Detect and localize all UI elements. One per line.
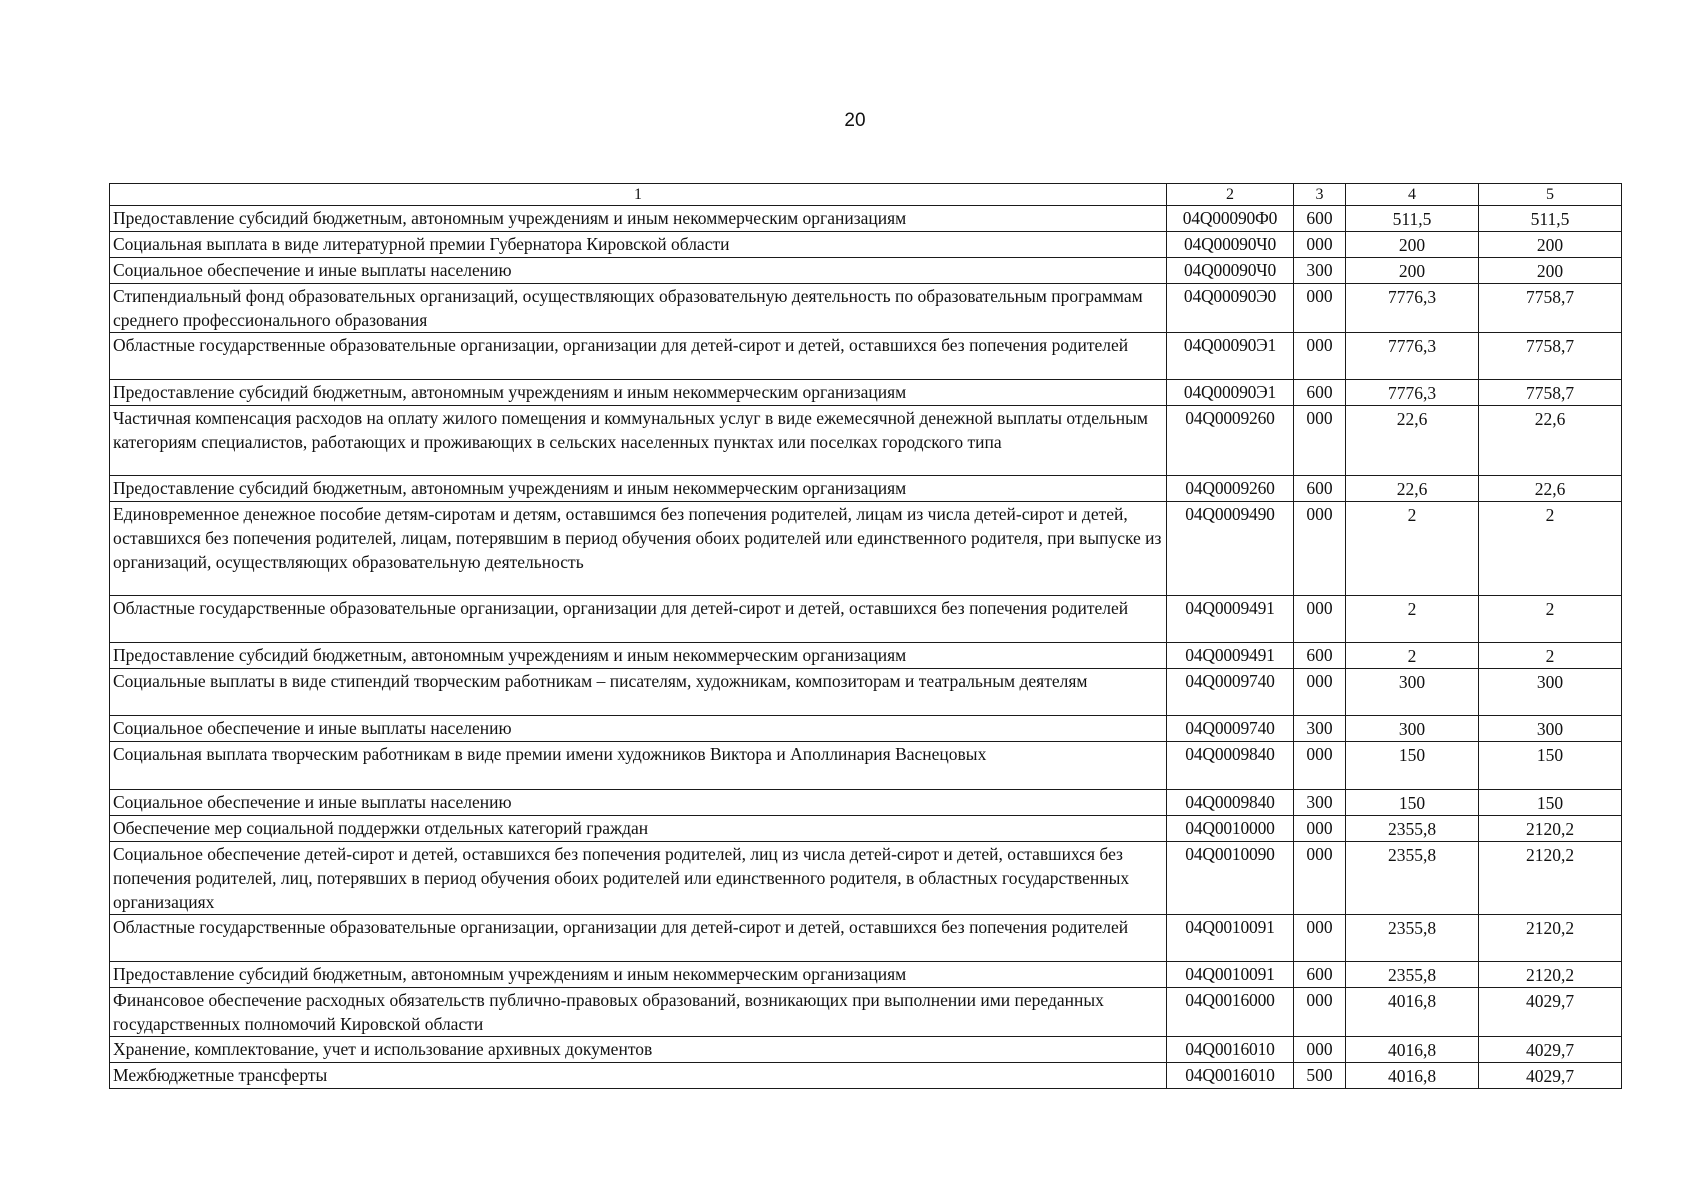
row-value-2-cell-text: 7758,7	[1525, 383, 1575, 403]
row-name-cell-text: Обеспечение мер социальной поддержки отдельных категорий граждан	[113, 818, 649, 838]
row-name-cell-text: Предоставление субсидий бюджетным, автономным учреждениям и иным некоммерческим организациям	[113, 208, 907, 228]
row-value-1-cell	[1346, 643, 1479, 669]
row-value-2-cell-text: 300	[1536, 719, 1564, 739]
row-value-1-cell-text: 4016,8	[1387, 991, 1437, 1011]
row-name-cell-text: Социальные выплаты в виде стипендий творческим работникам – писателям, художникам, композиторам и театральным деятелям	[113, 671, 1088, 691]
row-name-cell-text: Социальное обеспечение детей-сирот и детей, оставшихся без попечения родителей, лиц из числа детей-сирот и детей, оставшихся без попечения родителей, лиц, потерявших в период обучения обоих родителей или единственного родителя, в областных государственных организациях	[113, 844, 1130, 912]
row-code-cell-text: 04Q0016010	[1185, 1039, 1275, 1059]
row-value-2-cell-text: 4029,7	[1525, 991, 1575, 1011]
row-name-cell	[110, 669, 1167, 716]
row-name-cell	[110, 790, 1167, 816]
row-value-2-cell	[1479, 716, 1622, 742]
row-name-cell-text: Областные государственные образовательные организации, организации для детей-сирот и детей, оставшихся без попечения родителей	[113, 917, 1129, 937]
row-value-2-cell-text: 22,6	[1534, 409, 1566, 429]
row-value-1-cell-text: 7776,3	[1387, 336, 1437, 356]
row-type-cell	[1294, 333, 1346, 380]
row-name-cell	[110, 1037, 1167, 1063]
row-code-cell	[1167, 380, 1294, 406]
row-code-cell	[1167, 643, 1294, 669]
row-code-cell	[1167, 716, 1294, 742]
row-code-cell	[1167, 1037, 1294, 1063]
row-value-1-cell-text: 511,5	[1392, 209, 1432, 229]
row-value-1-cell-text: 2	[1407, 599, 1417, 619]
row-code-cell-text: 04Q0009840	[1185, 744, 1275, 764]
row-value-2-cell-text: 22,6	[1534, 479, 1566, 499]
row-code-cell	[1167, 232, 1294, 258]
row-type-cell	[1294, 502, 1346, 596]
row-type-cell-text: 300	[1306, 718, 1333, 738]
row-type-cell-text: 600	[1306, 645, 1333, 665]
row-value-1-cell-text: 2	[1407, 646, 1417, 666]
row-code-cell	[1167, 962, 1294, 988]
row-type-cell-text: 000	[1306, 1039, 1333, 1059]
table-row	[110, 988, 1622, 1037]
table-row	[110, 643, 1622, 669]
row-value-1-cell	[1346, 502, 1479, 596]
header-cell-value-1: 4	[1346, 184, 1479, 206]
row-name-cell-text: Социальное обеспечение и иные выплаты населению	[113, 792, 512, 812]
row-type-cell-text: 600	[1306, 208, 1333, 228]
row-name-cell	[110, 206, 1167, 232]
row-name-cell	[110, 915, 1167, 962]
row-value-2-cell-text: 2	[1545, 599, 1555, 619]
row-type-cell	[1294, 476, 1346, 502]
table-row	[110, 284, 1622, 333]
row-value-2-cell	[1479, 962, 1622, 988]
row-name-cell	[110, 1063, 1167, 1089]
row-value-1-cell	[1346, 988, 1479, 1037]
row-name-cell-text: Социальное обеспечение и иные выплаты населению	[113, 718, 512, 738]
table-row	[110, 502, 1622, 596]
row-value-1-cell-text: 22,6	[1396, 409, 1428, 429]
table-row	[110, 816, 1622, 842]
row-code-cell-text: 04Q0009260	[1185, 478, 1275, 498]
row-value-1-cell	[1346, 284, 1479, 333]
row-type-cell	[1294, 915, 1346, 962]
row-value-2-cell-text: 300	[1536, 672, 1564, 692]
row-value-2-cell	[1479, 1063, 1622, 1089]
row-name-cell-text: Социальная выплата в виде литературной премии Губернатора Кировской области	[113, 234, 730, 254]
header-cell-name: 1	[110, 184, 1167, 206]
row-type-cell	[1294, 380, 1346, 406]
row-type-cell-text: 600	[1306, 478, 1333, 498]
row-name-cell-text: Стипендиальный фонд образовательных организаций, осуществляющих образовательную деятельность по образовательным программам среднего профессионального образования	[113, 286, 1143, 330]
row-type-cell-text: 500	[1306, 1065, 1333, 1085]
row-code-cell	[1167, 1063, 1294, 1089]
table-row	[110, 596, 1622, 643]
row-value-2-cell-text: 150	[1536, 793, 1564, 813]
row-value-1-cell	[1346, 380, 1479, 406]
row-value-2-cell-text: 2120,2	[1525, 965, 1575, 985]
row-name-cell-text: Областные государственные образовательные организации, организации для детей-сирот и детей, оставшихся без попечения родителей	[113, 335, 1129, 355]
row-type-cell-text: 000	[1306, 408, 1333, 428]
row-value-2-cell	[1479, 502, 1622, 596]
row-name-cell	[110, 333, 1167, 380]
row-value-1-cell-text: 2355,8	[1387, 845, 1437, 865]
row-value-2-cell-text: 2120,2	[1525, 918, 1575, 938]
row-type-cell-text: 000	[1306, 598, 1333, 618]
table-row	[110, 669, 1622, 716]
table-body	[110, 206, 1622, 1089]
budget-table	[109, 183, 1622, 1089]
row-value-1-cell-text: 300	[1398, 719, 1426, 739]
row-name-cell	[110, 258, 1167, 284]
row-type-cell	[1294, 816, 1346, 842]
row-value-1-cell	[1346, 816, 1479, 842]
row-type-cell-text: 300	[1306, 260, 1333, 280]
row-type-cell	[1294, 258, 1346, 284]
row-code-cell-text: 04Q0016010	[1185, 1065, 1275, 1085]
row-type-cell	[1294, 962, 1346, 988]
row-code-cell	[1167, 790, 1294, 816]
table-row	[110, 380, 1622, 406]
table-row	[110, 915, 1622, 962]
row-name-cell-text: Предоставление субсидий бюджетным, автономным учреждениям и иным некоммерческим организациям	[113, 645, 907, 665]
row-value-1-cell-text: 200	[1398, 235, 1426, 255]
row-name-cell	[110, 716, 1167, 742]
table-row	[110, 1063, 1622, 1089]
row-value-2-cell-text: 4029,7	[1525, 1066, 1575, 1086]
page-number: 20	[844, 110, 866, 131]
row-code-cell	[1167, 596, 1294, 643]
row-value-1-cell-text: 150	[1398, 745, 1426, 765]
row-value-1-cell	[1346, 742, 1479, 790]
row-name-cell-text: Социальная выплата творческим работникам в виде премии имени художников Виктора и Аполлинария Васнецовых	[113, 744, 987, 764]
row-value-1-cell-text: 200	[1398, 261, 1426, 281]
row-value-2-cell-text: 200	[1536, 235, 1564, 255]
row-value-2-cell	[1479, 742, 1622, 790]
row-type-cell	[1294, 669, 1346, 716]
table-row	[110, 476, 1622, 502]
row-value-1-cell-text: 2355,8	[1387, 965, 1437, 985]
row-code-cell-text: 04Q0009740	[1185, 718, 1275, 738]
row-code-cell	[1167, 476, 1294, 502]
row-name-cell-text: Областные государственные образовательные организации, организации для детей-сирот и детей, оставшихся без попечения родителей	[113, 598, 1129, 618]
row-value-1-cell-text: 2355,8	[1387, 819, 1437, 839]
row-code-cell	[1167, 206, 1294, 232]
row-name-cell	[110, 284, 1167, 333]
row-code-cell-text: 04Q00090Ф0	[1182, 208, 1278, 228]
row-type-cell-text: 000	[1306, 917, 1333, 937]
row-code-cell-text: 04Q0009491	[1185, 645, 1275, 665]
row-value-1-cell-text: 300	[1398, 672, 1426, 692]
row-value-1-cell-text: 2355,8	[1387, 918, 1437, 938]
row-code-cell	[1167, 258, 1294, 284]
row-value-1-cell	[1346, 790, 1479, 816]
row-value-2-cell-text: 511,5	[1530, 209, 1570, 229]
row-code-cell-text: 04Q0010091	[1185, 917, 1275, 937]
row-value-1-cell-text: 7776,3	[1387, 287, 1437, 307]
row-value-1-cell-text: 22,6	[1396, 479, 1428, 499]
row-name-cell-text: Предоставление субсидий бюджетным, автономным учреждениям и иным некоммерческим организациям	[113, 964, 907, 984]
row-value-1-cell	[1346, 1037, 1479, 1063]
header-cell-code: 2	[1167, 184, 1294, 206]
row-value-2-cell	[1479, 669, 1622, 716]
row-code-cell	[1167, 284, 1294, 333]
row-name-cell	[110, 596, 1167, 643]
row-value-2-cell	[1479, 258, 1622, 284]
row-name-cell-text: Частичная компенсация расходов на оплату жилого помещения и коммунальных услуг в виде ежемесячной денежной выплаты отдельным категориям специалистов, работающих и проживающих в сельских населенных пунктах или поселках городского типа	[113, 408, 1148, 452]
row-name-cell	[110, 988, 1167, 1037]
row-value-1-cell	[1346, 232, 1479, 258]
row-value-2-cell	[1479, 915, 1622, 962]
row-value-2-cell	[1479, 790, 1622, 816]
header-cell-value-2: 5	[1479, 184, 1622, 206]
row-value-1-cell	[1346, 476, 1479, 502]
row-name-cell	[110, 643, 1167, 669]
row-code-cell	[1167, 669, 1294, 716]
row-value-2-cell	[1479, 816, 1622, 842]
table-row	[110, 1037, 1622, 1063]
row-code-cell	[1167, 742, 1294, 790]
row-code-cell-text: 04Q0009491	[1185, 598, 1275, 618]
row-code-cell-text: 04Q0009740	[1185, 671, 1275, 691]
row-value-1-cell	[1346, 333, 1479, 380]
table-row	[110, 258, 1622, 284]
row-value-2-cell-text: 200	[1536, 261, 1564, 281]
row-type-cell-text: 600	[1306, 382, 1333, 402]
row-type-cell-text: 300	[1306, 792, 1333, 812]
row-type-cell	[1294, 716, 1346, 742]
row-type-cell-text: 000	[1306, 744, 1333, 764]
row-value-2-cell	[1479, 284, 1622, 333]
table-row	[110, 406, 1622, 476]
row-value-1-cell	[1346, 669, 1479, 716]
row-type-cell-text: 000	[1306, 335, 1333, 355]
table-row	[110, 716, 1622, 742]
row-code-cell	[1167, 842, 1294, 915]
row-name-cell-text: Социальное обеспечение и иные выплаты населению	[113, 260, 512, 280]
row-value-1-cell	[1346, 962, 1479, 988]
row-value-1-cell	[1346, 915, 1479, 962]
row-name-cell	[110, 232, 1167, 258]
row-value-2-cell-text: 2	[1545, 505, 1555, 525]
row-code-cell	[1167, 502, 1294, 596]
row-value-2-cell-text: 4029,7	[1525, 1040, 1575, 1060]
row-value-1-cell	[1346, 716, 1479, 742]
row-code-cell	[1167, 816, 1294, 842]
row-name-cell	[110, 406, 1167, 476]
row-code-cell	[1167, 915, 1294, 962]
row-type-cell	[1294, 232, 1346, 258]
row-value-1-cell	[1346, 206, 1479, 232]
row-value-1-cell	[1346, 406, 1479, 476]
row-type-cell-text: 000	[1306, 286, 1333, 306]
row-type-cell	[1294, 406, 1346, 476]
row-name-cell-text: Предоставление субсидий бюджетным, автономным учреждениям и иным некоммерческим организациям	[113, 382, 907, 402]
row-value-2-cell-text: 2120,2	[1525, 819, 1575, 839]
row-type-cell	[1294, 790, 1346, 816]
row-value-1-cell	[1346, 1063, 1479, 1089]
row-value-1-cell-text: 2	[1407, 505, 1417, 525]
row-name-cell-text: Единовременное денежное пособие детям-сиротам и детям, оставшимся без попечения родителей, лицам из числа детей-сирот и детей, оставшихся без попечения родителей, лицам, потерявшим в период обучения обоих родителей или единственного родителя, при выпуске из организаций, осуществляющих образовательную деятельность	[113, 504, 1162, 572]
row-type-cell	[1294, 643, 1346, 669]
row-type-cell-text: 000	[1306, 504, 1333, 524]
row-code-cell-text: 04Q00090Э1	[1183, 335, 1277, 355]
row-value-2-cell-text: 2120,2	[1525, 845, 1575, 865]
table-row	[110, 962, 1622, 988]
row-code-cell	[1167, 333, 1294, 380]
row-code-cell-text: 04Q0010091	[1185, 964, 1275, 984]
row-value-2-cell	[1479, 476, 1622, 502]
row-value-2-cell	[1479, 232, 1622, 258]
row-name-cell	[110, 476, 1167, 502]
row-type-cell	[1294, 742, 1346, 790]
table-row	[110, 206, 1622, 232]
row-value-1-cell-text: 4016,8	[1387, 1066, 1437, 1086]
row-type-cell	[1294, 1063, 1346, 1089]
row-name-cell	[110, 816, 1167, 842]
row-value-2-cell	[1479, 842, 1622, 915]
table-row	[110, 842, 1622, 915]
row-type-cell-text: 000	[1306, 844, 1333, 864]
row-name-cell	[110, 742, 1167, 790]
table-row	[110, 790, 1622, 816]
row-value-2-cell	[1479, 1037, 1622, 1063]
row-name-cell-text: Предоставление субсидий бюджетным, автономным учреждениям и иным некоммерческим организациям	[113, 478, 907, 498]
row-type-cell-text: 000	[1306, 818, 1333, 838]
row-value-1-cell	[1346, 842, 1479, 915]
row-type-cell-text: 000	[1306, 234, 1333, 254]
row-type-cell	[1294, 1037, 1346, 1063]
row-name-cell	[110, 962, 1167, 988]
row-value-2-cell	[1479, 988, 1622, 1037]
row-value-2-cell	[1479, 596, 1622, 643]
table-row	[110, 333, 1622, 380]
row-value-1-cell-text: 7776,3	[1387, 383, 1437, 403]
row-code-cell	[1167, 406, 1294, 476]
row-code-cell-text: 04Q0009260	[1185, 408, 1275, 428]
row-type-cell-text: 600	[1306, 964, 1333, 984]
row-name-cell	[110, 842, 1167, 915]
row-code-cell-text: 04Q0016000	[1185, 990, 1275, 1010]
row-value-2-cell	[1479, 643, 1622, 669]
row-type-cell	[1294, 988, 1346, 1037]
row-name-cell-text: Межбюджетные трансферты	[113, 1065, 328, 1085]
header-cell-type: 3	[1294, 184, 1346, 206]
table-row	[110, 742, 1622, 790]
row-type-cell	[1294, 284, 1346, 333]
row-name-cell-text: Финансовое обеспечение расходных обязательств публично-правовых образований, возникающих при выполнении ими переданных государственных полномочий Кировской области	[113, 990, 1104, 1034]
row-type-cell	[1294, 596, 1346, 643]
row-code-cell-text: 04Q00090Ч0	[1183, 260, 1276, 280]
row-type-cell-text: 000	[1306, 990, 1333, 1010]
row-value-2-cell	[1479, 206, 1622, 232]
table-header-row	[110, 184, 1622, 206]
row-code-cell-text: 04Q00090Э0	[1183, 286, 1277, 306]
row-name-cell-text: Хранение, комплектование, учет и использование архивных документов	[113, 1039, 653, 1059]
row-name-cell	[110, 502, 1167, 596]
row-code-cell-text: 04Q00090Ч0	[1183, 234, 1276, 254]
row-value-2-cell-text: 7758,7	[1525, 287, 1575, 307]
row-value-1-cell-text: 4016,8	[1387, 1040, 1437, 1060]
row-value-2-cell-text: 150	[1536, 745, 1564, 765]
row-code-cell	[1167, 988, 1294, 1037]
row-value-2-cell	[1479, 380, 1622, 406]
row-value-1-cell-text: 150	[1398, 793, 1426, 813]
row-code-cell-text: 04Q0009840	[1185, 792, 1275, 812]
row-name-cell	[110, 380, 1167, 406]
row-value-1-cell	[1346, 596, 1479, 643]
row-code-cell-text: 04Q00090Э1	[1183, 382, 1277, 402]
table-row	[110, 232, 1622, 258]
row-value-2-cell	[1479, 406, 1622, 476]
row-value-2-cell-text: 7758,7	[1525, 336, 1575, 356]
row-value-2-cell-text: 2	[1545, 646, 1555, 666]
row-value-2-cell	[1479, 333, 1622, 380]
row-type-cell	[1294, 206, 1346, 232]
row-type-cell-text: 000	[1306, 671, 1333, 691]
row-code-cell-text: 04Q0010000	[1185, 818, 1275, 838]
row-code-cell-text: 04Q0010090	[1185, 844, 1275, 864]
row-type-cell	[1294, 842, 1346, 915]
row-value-1-cell	[1346, 258, 1479, 284]
row-code-cell-text: 04Q0009490	[1185, 504, 1275, 524]
